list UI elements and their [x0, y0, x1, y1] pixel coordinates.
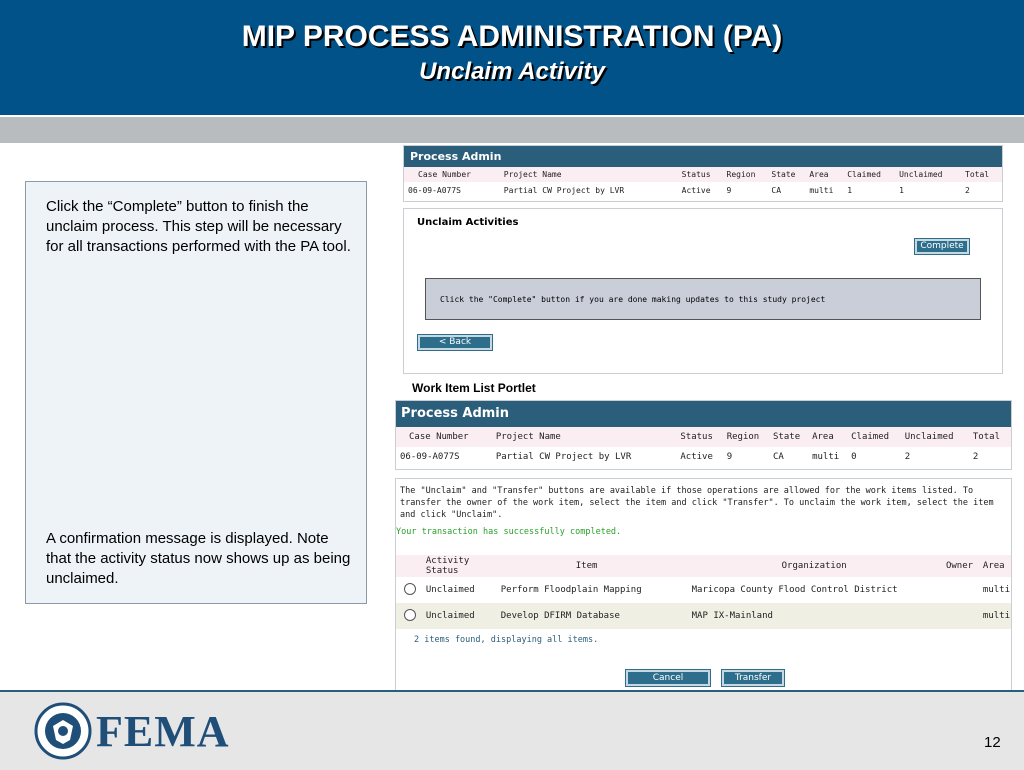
col-unclaimed: Unclaimed [899, 170, 943, 179]
select-radio-2[interactable] [404, 609, 416, 621]
bottom-process-admin-portlet [395, 400, 1012, 470]
work-items-instructions: The "Unclaim" and "Transfer" buttons are available if those operations are allowed for the work items listed. To transfer the owner of the work item, select the item and click "Transfer". To unclaim the work item, select the item and click "Unclaim". [400, 486, 994, 520]
cell-item: Develop DFIRM Database [500, 611, 620, 621]
slide-title: MIP PROCESS ADMINISTRATION (PA) [241, 20, 783, 53]
cancel-button[interactable]: Cancel [626, 670, 710, 686]
table-row [396, 447, 1011, 467]
col-claimed: Claimed [851, 432, 890, 442]
success-message: Your transaction has successfully completed. [396, 527, 622, 537]
page-number: 12 [984, 734, 1001, 751]
complete-button[interactable]: Complete [915, 239, 969, 254]
cell-owner [945, 603, 982, 629]
note-complete: Click the “Complete” button to finish the unclaim process. This step will be necessary for all transactions performed with the PA tool. [46, 198, 351, 255]
cell-project-name: Partial CW Project by LVR [495, 452, 632, 462]
cell-total: 2 [972, 452, 979, 462]
cell-unclaimed: 1 [899, 185, 904, 195]
slide-header [0, 0, 1024, 115]
col-state: State [773, 432, 801, 442]
unclaim-activities-panel [403, 208, 1003, 374]
cell-case-number: 06-09-A077S [408, 185, 461, 195]
cell-organization: MAP IX-Mainland [691, 611, 773, 621]
transfer-button[interactable]: Transfer [722, 670, 784, 686]
cell-project-name: Partial CW Project by LVR [503, 185, 625, 195]
portlet-caption: Work Item List Portlet [412, 381, 536, 395]
col-item: Item [575, 561, 598, 571]
cell-area: multi [982, 585, 1010, 595]
col-status: Status [680, 432, 713, 442]
cell-activity-status: Unclaimed [425, 611, 475, 621]
col-organization: Organization [781, 561, 847, 571]
col-select [396, 555, 425, 577]
col-area: Area [809, 170, 829, 179]
col-activity-status: Activity Status [425, 556, 470, 576]
notes-panel [25, 181, 367, 604]
items-found-text: 2 items found, displaying all items. [414, 635, 599, 645]
col-total: Total [965, 170, 990, 179]
cell-organization: Maricopa County Flood Control District [691, 585, 898, 595]
top-portlet-title: Process Admin [404, 146, 1002, 167]
cell-claimed: 0 [851, 452, 857, 462]
top-table-header-row [404, 167, 1002, 182]
select-radio-1[interactable] [404, 583, 416, 595]
select-radio-cell [396, 577, 425, 603]
work-items-table [396, 555, 1011, 629]
col-project-name: Project Name [495, 432, 561, 442]
cell-owner [945, 577, 982, 603]
col-region: Region [726, 432, 760, 442]
col-unclaimed: Unclaimed [904, 432, 954, 442]
slide-subtitle: Unclaim Activity [419, 58, 605, 85]
col-owner: Owner [945, 561, 974, 571]
cell-total: 2 [965, 185, 970, 195]
col-claimed: Claimed [847, 170, 881, 179]
cell-unclaimed: 2 [904, 452, 911, 462]
col-project-name: Project Name [503, 170, 562, 179]
bottom-portlet-title: Process Admin [396, 401, 1011, 427]
cell-claimed: 1 [847, 185, 853, 195]
cell-activity-status: Unclaimed [425, 585, 475, 595]
table-row[interactable] [396, 577, 1011, 603]
note-confirmation: A confirmation message is displayed. Note that the activity status now shows up as being unclaimed. [46, 530, 351, 587]
slide-footer [0, 690, 1024, 770]
cell-state: CA [771, 185, 782, 195]
col-area: Area [982, 561, 1005, 571]
cell-item: Perform Floodplain Mapping [500, 585, 642, 595]
col-area: Area [812, 432, 834, 442]
unclaim-activities-heading: Unclaim Activities [417, 217, 519, 228]
col-state: State [771, 170, 796, 179]
select-radio-cell [396, 603, 425, 629]
col-status: Status [681, 170, 711, 179]
cell-region: 9 [726, 185, 732, 195]
work-items-panel [395, 478, 1012, 691]
back-button[interactable]: < Back [418, 335, 492, 350]
cell-area: multi [982, 611, 1010, 621]
top-process-admin-portlet [403, 145, 1003, 202]
col-region: Region [726, 170, 756, 179]
cell-state: CA [773, 452, 784, 462]
col-case-number: Case Number [418, 170, 471, 179]
bottom-portlet-table [396, 427, 1011, 467]
header-divider [0, 115, 1024, 143]
dhs-seal-icon [34, 702, 92, 760]
cell-status: Active [681, 185, 711, 195]
col-total: Total [972, 432, 1000, 442]
top-portlet-table [404, 167, 1002, 198]
work-items-header-row [396, 555, 1011, 577]
table-row[interactable] [396, 603, 1011, 629]
cell-area: multi [812, 452, 840, 462]
col-case-number: Case Number [409, 432, 469, 442]
table-row [404, 182, 1002, 198]
cell-area: multi [809, 185, 834, 195]
cell-case-number: 06-09-A077S [400, 452, 460, 462]
cell-region: 9 [726, 452, 733, 462]
cell-status: Active [680, 452, 713, 462]
complete-instruction-message: Click the "Complete" button if you are done making updates to this study project [425, 278, 981, 320]
fema-logo: FEMA [96, 707, 230, 756]
bottom-table-header-row [396, 427, 1011, 447]
